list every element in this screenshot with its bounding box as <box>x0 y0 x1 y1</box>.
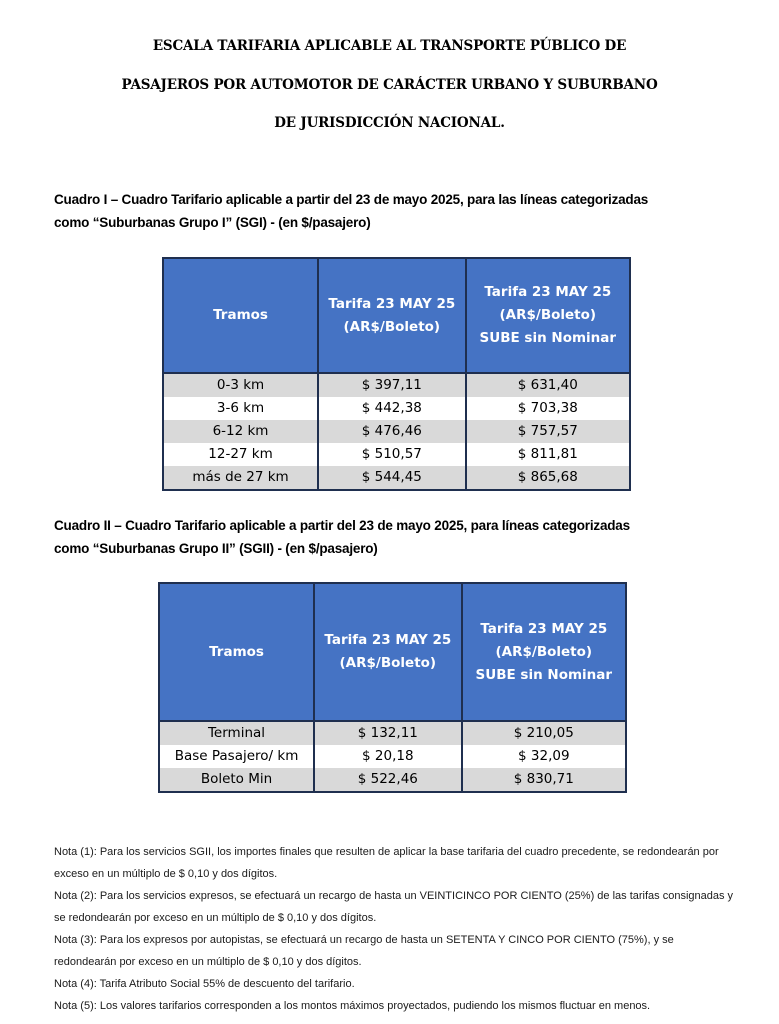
cuadro1-caption <box>54 188 734 234</box>
tarifa-cell: $ 442,38 <box>318 397 466 420</box>
tarifa-cell: $ 132,11 <box>314 721 462 745</box>
cuadro2-header-row <box>159 583 626 721</box>
tramo-cell: 6-12 km <box>163 420 318 443</box>
cuadro2-header-sube-line-1: Tarifa 23 MAY 25 <box>480 620 608 637</box>
cuadro2-table <box>158 582 627 793</box>
cuadro2-caption <box>54 514 734 560</box>
sube-cell: $ 703,38 <box>466 397 630 420</box>
sube-cell: $ 865,68 <box>466 466 630 490</box>
tramo-cell: 12-27 km <box>163 443 318 466</box>
sube-cell: $ 830,71 <box>462 768 626 792</box>
cuadro1-header-sube-line-3: SUBE sin Nominar <box>479 330 617 346</box>
sube-cell: $ 631,40 <box>466 373 630 397</box>
sube-cell: $ 811,81 <box>466 443 630 466</box>
notes-section <box>54 841 736 1017</box>
tramo-cell: 0-3 km <box>163 373 318 397</box>
cuadro2-header-tarifa <box>314 583 462 721</box>
tramo-cell: Boleto Min <box>159 768 314 792</box>
cuadro1-header-sube <box>466 258 630 373</box>
table-row <box>163 466 630 490</box>
tarifa-cell: $ 20,18 <box>314 745 462 768</box>
tramo-cell: más de 27 km <box>163 466 318 490</box>
document-title-line-3: DE JURISDICCIÓN NACIONAL. <box>274 115 505 131</box>
cuadro1-header-sube-line-2: (AR$/Boleto) <box>499 307 597 323</box>
note-5: Nota (5): Los valores tarifarios corresponden a los montos máximos proyectados, pudiendo los mismos fluctuar en menos. <box>54 1000 651 1012</box>
tarifa-cell: $ 510,57 <box>318 443 466 466</box>
cuadro2-header-tramos: Tramos <box>159 583 314 721</box>
cuadro2-caption-line-2: como “Suburbanas Grupo II” (SGII) - (en $/pasajero) <box>54 541 378 556</box>
table-row <box>163 443 630 466</box>
tarifa-cell: $ 544,45 <box>318 466 466 490</box>
cuadro1-caption-line-1: Cuadro I – Cuadro Tarifario aplicable a partir del 23 de mayo 2025, para las líneas categorizadas <box>54 192 649 207</box>
table-row <box>163 397 630 420</box>
tramo-cell: 3-6 km <box>163 397 318 420</box>
cuadro2-header-tarifa-line-2: (AR$/Boleto) <box>339 655 437 671</box>
cuadro1-header-tarifa <box>318 258 466 373</box>
cuadro2-caption-line-1: Cuadro II – Cuadro Tarifario aplicable a partir del 23 de mayo 2025, para líneas categorizadas <box>54 518 630 533</box>
sube-cell: $ 210,05 <box>462 721 626 745</box>
document-title-line-1: ESCALA TARIFARIA APLICABLE AL TRANSPORTE PÚBLICO DE <box>152 38 627 54</box>
cuadro1-header-tarifa-line-1: Tarifa 23 MAY 25 <box>328 295 456 312</box>
note-2: Nota (2): Para los servicios expresos, se efectuará un recargo de hasta un VEINTICINCO POR CIENTO (25%) de las tarifas consignadas y se redondearán por exceso en un múltiplo de $ 0,10 y dos dígitos. <box>54 890 734 924</box>
note-4: Nota (4): Tarifa Atributo Social 55% de descuento del tarifario. <box>54 978 355 990</box>
cuadro2-header-sube-line-2: (AR$/Boleto) <box>495 643 593 660</box>
tarifa-cell: $ 522,46 <box>314 768 462 792</box>
document-title-line-2: PASAJEROS POR AUTOMOTOR DE CARÁCTER URBANO Y SUBURBANO <box>121 77 658 93</box>
cuadro1-table <box>162 257 631 491</box>
tramo-cell: Terminal <box>159 721 314 745</box>
table-row <box>159 745 626 768</box>
tarifa-cell: $ 476,46 <box>318 420 466 443</box>
cuadro1-caption-line-2: como “Suburbanas Grupo I” (SGI) - (en $/pasajero) <box>54 215 371 230</box>
cuadro2-header-sube <box>462 583 626 721</box>
sube-cell: $ 32,09 <box>462 745 626 768</box>
cuadro1-header-row <box>163 258 630 373</box>
cuadro2-header-tarifa-line-1: Tarifa 23 MAY 25 <box>324 632 452 648</box>
table-row <box>163 420 630 443</box>
table-row <box>159 721 626 745</box>
cuadro1-header-sube-line-1: Tarifa 23 MAY 25 <box>484 284 612 300</box>
cuadro2-header-sube-line-3: SUBE sin Nominar <box>475 666 613 683</box>
cuadro1-header-tramos: Tramos <box>163 258 318 373</box>
cuadro1-header-tarifa-line-2: (AR$/Boleto) <box>343 318 441 335</box>
tarifa-cell: $ 397,11 <box>318 373 466 397</box>
sube-cell: $ 757,57 <box>466 420 630 443</box>
tramo-cell: Base Pasajero/ km <box>159 745 314 768</box>
note-1: Nota (1): Para los servicios SGII, los importes finales que resulten de aplicar la base tarifaria del cuadro precedente, se redondearán por exceso en un múltiplo de $ 0,10 y dos dígitos. <box>54 846 719 880</box>
table-row <box>163 373 630 397</box>
note-3: Nota (3): Para los expresos por autopistas, se efectuará un recargo de hasta un SETENTA Y CINCO POR CIENTO (75%), y se redondearán por exceso en un múltiplo de $ 0,10 y dos dígitos. <box>54 934 674 968</box>
table-row <box>159 768 626 792</box>
